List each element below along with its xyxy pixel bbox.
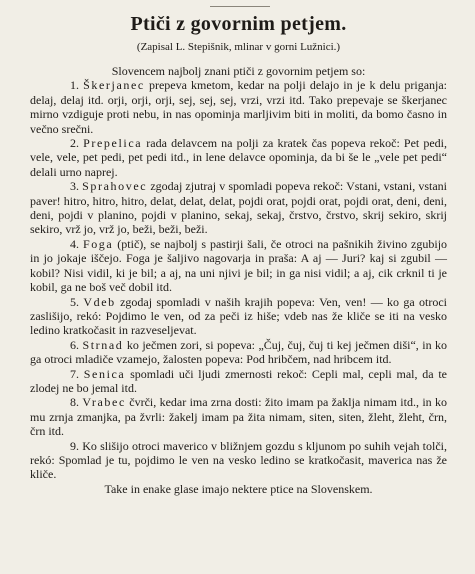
bird-paragraph	[30, 136, 447, 179]
article-title: Ptiči z govornim petjem.	[130, 13, 347, 35]
bird-description: ko ječmen zori, si popeva: „Čuj, čuj, čuj ti kej ječmen diši“, in ko ga otroci mladiče vzamejo, žalosten popeva: Pod hribčem, nad hribcem itd.	[30, 337, 448, 367]
bird-description: spomladi uči ljudi zmernosti rekoč: Cepli mal, cepli mal, da te zlodej ne bo jemal itd.	[30, 366, 447, 395]
bird-paragraph	[30, 78, 447, 136]
bird-list	[30, 78, 447, 481]
bird-description: prepeva kmetom, kedar na polji delajo in je k delu priganja: delaj, delaj itd. orji, orji, orji, sej, sej, sej, vrzi, vrzi itd. Tako prepevaje se škerjanec mirno vzdiguje proti nebu, in nas opominja marljivim biti in moliti, da bomo časno in večno srečni.	[30, 78, 448, 136]
bird-name: Prepelica	[83, 136, 143, 151]
paragraph-number: 9.	[70, 438, 79, 453]
paragraph-number: 3.	[70, 179, 79, 194]
bird-paragraph	[30, 395, 447, 438]
article-body	[30, 64, 447, 496]
bird-paragraph	[30, 338, 447, 367]
paragraph-number: 6.	[70, 337, 79, 352]
paragraph-number: 5.	[70, 294, 79, 309]
paragraph-number: 4.	[70, 236, 79, 251]
bird-name: Foga	[82, 236, 114, 251]
paragraph-number: 2.	[70, 136, 79, 151]
paragraph-number: 8.	[70, 395, 79, 410]
bird-paragraph	[30, 439, 447, 482]
bird-paragraph	[30, 237, 447, 295]
bird-name: Sprahovec	[82, 179, 148, 194]
bird-name: Strnad	[82, 337, 124, 352]
bird-description: Ko slišijo otroci maverico v bližnjem gozdu s kljunom po suhih vejah tolči, rekó: Spomlad je tu, pojdimo le ven na vesko ledino se kratkočasit, maverica nas že kliče.	[30, 438, 448, 482]
bird-paragraph	[30, 179, 447, 237]
paragraph-number: 1.	[70, 78, 79, 93]
bird-name: Vrabec	[82, 395, 126, 410]
bird-name: Senica	[83, 366, 126, 381]
bird-description: rada delavcem na polji za kratek čas popeva rekoč: Pet pedi, vele, vele, pet pedi, pet pedi itd., in lene delavce opominja, da bi še le „vele pet pedi“ delali urno naprej.	[30, 136, 448, 179]
bird-description: zgodaj spomladi v naših krajih popeva: Ven, ven! — ko ga otroci zaslišijo, rekó: Pojdimo le ven, od za peči iz hiše; vdeb nas že kliče se iti na vesko ledino kratkočasit in razveseljevat.	[30, 294, 448, 338]
bird-paragraph	[30, 367, 447, 396]
bird-description: zgodaj zjutraj v spomladi popeva rekoč: Vstani, vstani, vstani paver! hitro, hitro, hitro, delat, delat, delat, pojdi orat, pojdi orat, pojdi orat, deni, deni, deni, pojdi v planino, pojdi v planino, sekaj, sekaj, črstvo, črstvo, skrij sekiro, skrij sekiro, vrž jo, vrž jo, beži, beži, beži.	[30, 179, 447, 237]
bird-name: Škerjanec	[83, 78, 145, 93]
bird-paragraph	[30, 295, 447, 338]
top-divider	[210, 6, 270, 7]
paragraph-number: 7.	[70, 366, 79, 381]
bird-description: (ptič), se najbolj s pastirji šali, če otroci na pašnikih živino zgubijo in jo jokaje iščejo. Foga je šaljivo nagovarja in praša: A aj — Juri? kaj si zgubil — kobil? Nisi vidil, ki je bil; a aj, na uni njivi je bil; in ga nisi vidil; a aj, cik crknil ti je kobil, ga ne boš več dobil itd.	[30, 236, 448, 295]
article-byline: (Zapisal L. Stepišnik, mlinar v gorni Lužnici.)	[136, 41, 341, 53]
bird-description: čvrči, kedar ima zrna dosti: žito imam pa žaklja nimam itd., in ko mu zrnja zmanjka, pa žvrli: žakelj imam pa žita nimam, siten, siten, žleht, žleht, črn, črn itd.	[30, 395, 448, 439]
intro-paragraph: Slovencem najbolj znani ptiči z govornim petjem so:	[111, 64, 366, 78]
closing-paragraph: Take in enake glase imajo nektere ptice na Slovenskem.	[104, 481, 373, 496]
bird-name: Vdeb	[83, 294, 116, 309]
